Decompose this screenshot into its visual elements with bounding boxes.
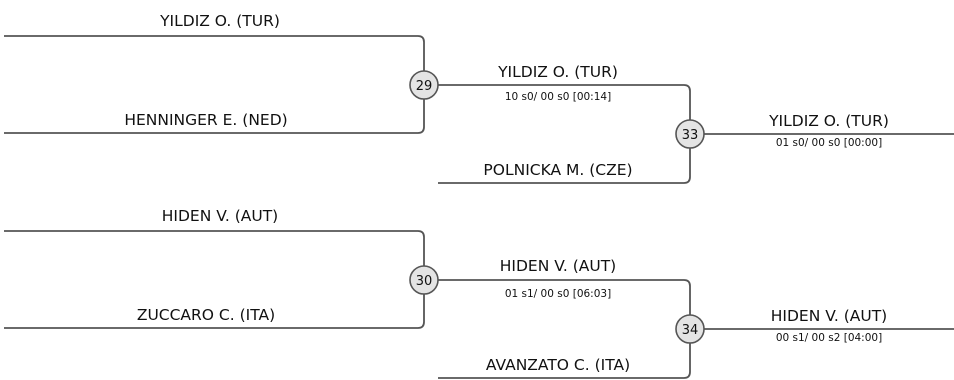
r3-winner-name: YILDIZ O. (TUR): [769, 112, 889, 130]
match-node-30: [410, 266, 438, 294]
match-score: 00 s1/ 00 s2 [04:00]: [775, 332, 883, 344]
r1-player-name: HENNINGER E. (NED): [124, 111, 288, 129]
match-number: 33: [681, 128, 699, 143]
match-score: 01 s1/ 00 s0 [06:03]: [504, 288, 612, 300]
r2-player-name: HIDEN V. (AUT): [499, 257, 617, 275]
r1-player-name: ZUCCARO C. (ITA): [136, 306, 276, 324]
match-number: 30: [415, 274, 433, 289]
match-number: 29: [415, 79, 433, 94]
r1-player-name: YILDIZ O. (TUR): [160, 12, 280, 30]
match-score: 10 s0/ 00 s0 [00:14]: [504, 91, 612, 103]
r1-player-name: HIDEN V. (AUT): [161, 207, 279, 225]
match-node-34: [676, 315, 704, 343]
match-number: 34: [681, 323, 699, 338]
match-score: 01 s0/ 00 s0 [00:00]: [775, 137, 883, 149]
match-node-33: [676, 120, 704, 148]
r3-winner-name: HIDEN V. (AUT): [770, 307, 888, 325]
r2-player-name: AVANZATO C. (ITA): [485, 356, 631, 374]
r2-player-name: YILDIZ O. (TUR): [498, 63, 618, 81]
r2-player-name: POLNICKA M. (CZE): [483, 161, 633, 179]
match-node-29: [410, 71, 438, 99]
